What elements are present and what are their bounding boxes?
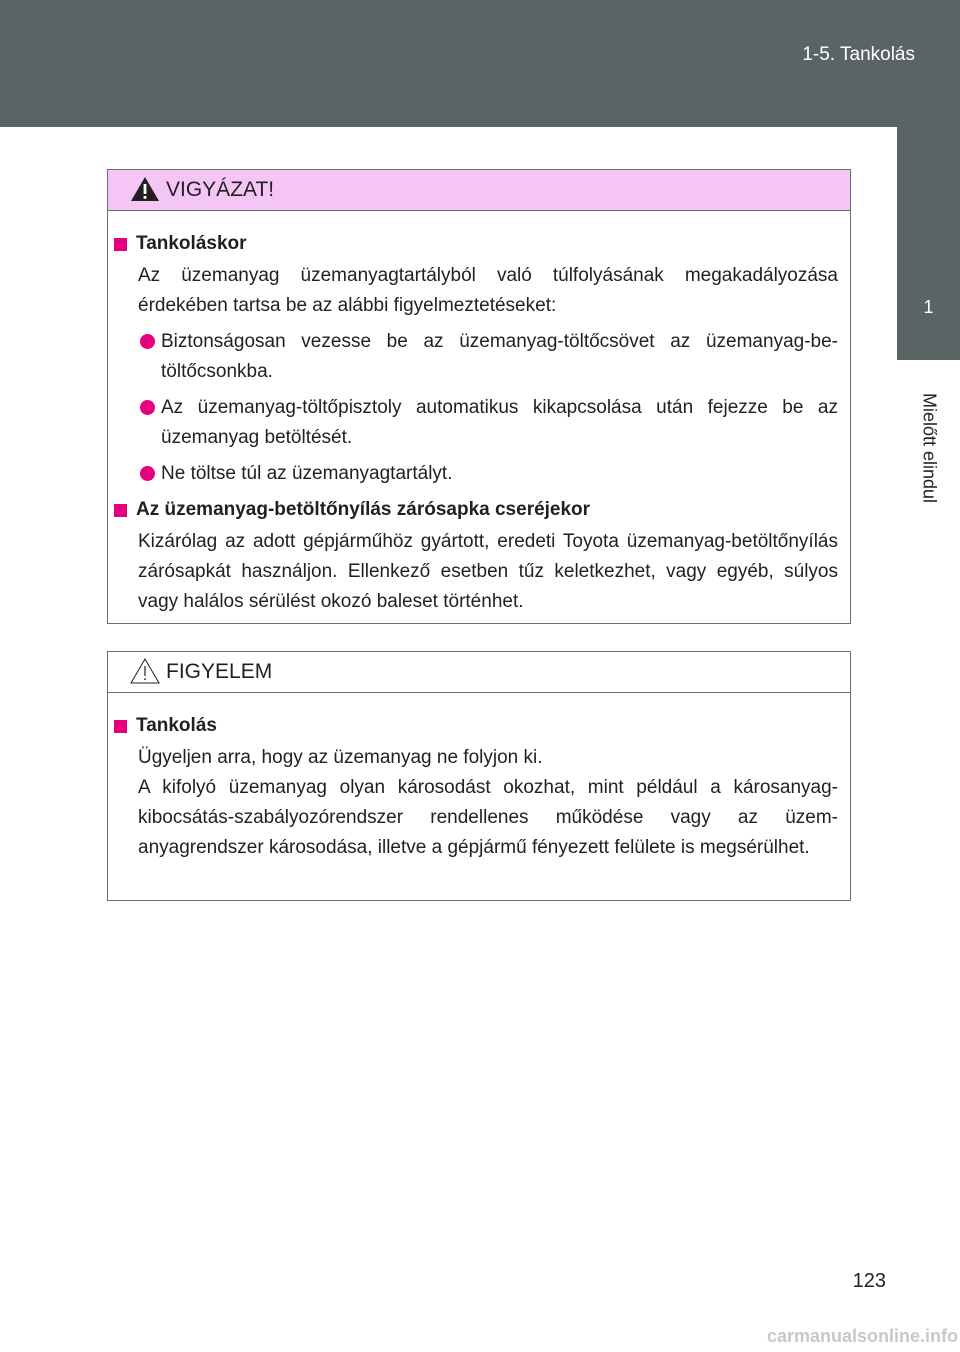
list-item xyxy=(114,327,838,387)
footer-watermark: carmanualsonline.info xyxy=(766,1326,958,1346)
section-heading xyxy=(114,711,838,741)
body-paragraph: Kizárólag az adott gépjárműhöz gyártott, eredeti Toyota üzemanyag-betöltőnyílás zárósapkát használjon. Ellenkező esetben tűz keletkezhet, vagy egyéb, súlyos vagy halálos sérülést okozó baleset történhet. xyxy=(138,531,838,612)
list-item-text: Biztonságosan vezesse be az üzemanyag-töltőcsövet az üzemanyag-betöltőcsonkba. xyxy=(161,331,838,382)
square-bullet-icon xyxy=(114,238,127,251)
list-item-text: Az üzemanyag-töltőpisztoly automatikus kikapcsolása után fejezze be az üzemanyag betöltését. xyxy=(161,397,838,448)
chapter-number: 1 xyxy=(923,297,934,317)
section-heading xyxy=(114,495,838,525)
caution-line: Ügyeljen arra, hogy az üzemanyag ne folyjon ki. xyxy=(138,747,543,768)
chapter-side-label xyxy=(897,360,960,535)
list-item-text: Ne töltse túl az üzemanyagtartályt. xyxy=(161,463,453,484)
square-bullet-icon xyxy=(114,720,127,733)
chapter-title: 1-5. Tankolás xyxy=(802,44,915,65)
caution-title: FIGYELEM xyxy=(166,660,273,683)
caution-box xyxy=(107,651,851,901)
list-item xyxy=(114,393,838,453)
page-header xyxy=(0,0,960,127)
square-bullet-icon xyxy=(114,504,127,517)
caution-header xyxy=(108,652,850,693)
caution-paragraph: A kifolyó üzemanyag olyan károsodást okozhat, mint például a károsanyag-kibocsátás-szabályozórendszer rendellenes működése vagy az üzemanyagrendszer károsodása, illetve a gépjármű fényezett felülete is megsérülhet. xyxy=(138,777,838,858)
heading-text: Tankolás xyxy=(136,715,217,736)
warning-header xyxy=(108,170,850,211)
section-heading xyxy=(114,229,838,259)
caution-triangle-icon xyxy=(130,657,160,685)
chapter-label-text: Mielőtt elindul xyxy=(919,392,939,503)
page-number: 123 xyxy=(852,1270,886,1292)
heading-text: Tankoláskor xyxy=(136,233,247,254)
warning-triangle-icon xyxy=(130,175,160,203)
list-item xyxy=(114,459,838,489)
heading-text: Az üzemanyag-betöltőnyílás zárósapka cseréjekor xyxy=(136,499,591,520)
warning-title: VIGYÁZAT! xyxy=(166,178,275,201)
warning-box xyxy=(107,169,851,624)
chapter-tab xyxy=(897,127,960,360)
warning-body xyxy=(108,211,850,617)
circle-bullet-icon xyxy=(140,400,155,415)
circle-bullet-icon xyxy=(140,466,155,481)
caution-body xyxy=(108,693,850,863)
intro-paragraph: Az üzemanyag üzemanyagtartályból való túlfolyásának megakadályozása érdekében tartsa be az alábbi figyelmeztetéseket: xyxy=(138,265,838,316)
circle-bullet-icon xyxy=(140,334,155,349)
